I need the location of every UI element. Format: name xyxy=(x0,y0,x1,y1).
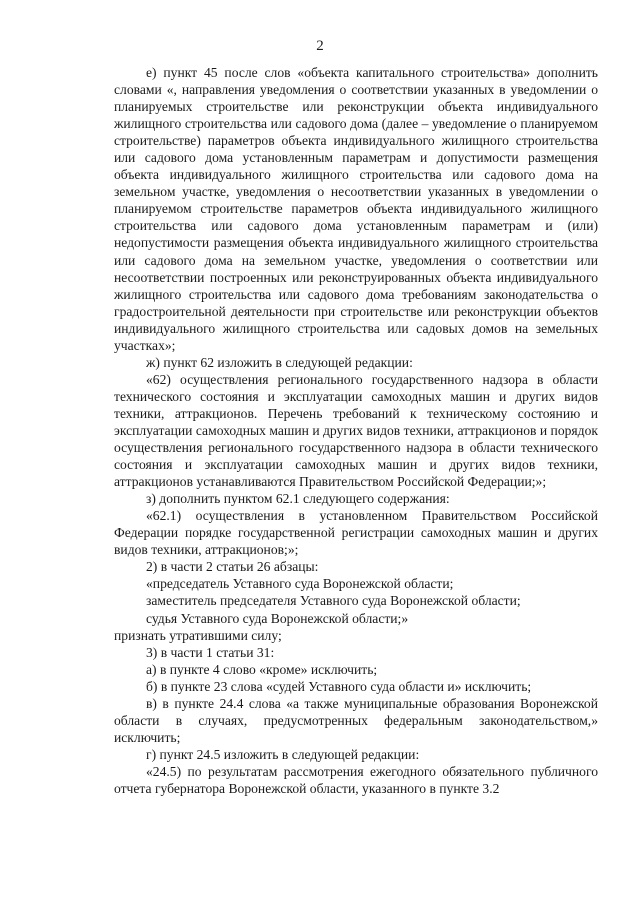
paragraph-p24_5: «24.5) по результатам рассмотрения ежегодного обязательного публичного отчета губернатора Воронежской области, указанного в пункте 3.2 xyxy=(114,763,598,796)
paragraph-p62: «62) осуществления регионального государственного надзора в области технического состояния и эксплуатации самоходных машин и других видов техники, аттракционов. Перечень требований к техническому состоянию и эксплуатации самоходных машин и других видов техники, аттракционов и порядок осуществления регионального государственного надзора в области технического состояния и эксплуатации самоходных машин и других видов техники, аттракционов устанавливаются Правительством Российской Федерации;»; xyxy=(114,371,598,490)
paragraph-a: а) в пункте 4 слово «кроме» исключить; xyxy=(146,661,378,677)
document-body xyxy=(114,64,598,797)
paragraph-g: г) пункт 24.5 изложить в следующей редакции: xyxy=(146,746,420,762)
paragraph-s3: 3) в части 1 статьи 31: xyxy=(146,644,275,660)
paragraph-void: признать утратившими силу; xyxy=(114,627,282,643)
page-number: 2 xyxy=(316,38,324,54)
paragraph-z: з) дополнить пунктом 62.1 следующего содержания: xyxy=(146,491,450,507)
paragraph-q1: «председатель Уставного суда Воронежской области; xyxy=(146,576,454,592)
paragraph-q2: заместитель председателя Уставного суда Воронежской области; xyxy=(146,593,521,609)
paragraph-s2: 2) в части 2 статьи 26 абзацы: xyxy=(146,559,319,575)
paragraph-zh: ж) пункт 62 изложить в следующей редакции: xyxy=(146,354,413,370)
paragraph-p62_1: «62.1) осуществления в установленном Правительством Российской Федерации порядке государственной регистрации самоходных машин и других видов техники, аттракционов;»; xyxy=(114,508,598,558)
paragraph-b: б) в пункте 23 слова «судей Уставного суда области и» исключить; xyxy=(146,678,532,694)
paragraph-e: е) пункт 45 после слов «объекта капитального строительства» дополнить словами «, направления уведомления о соответствии указанных в уведомлении о планируемых строительстве или реконструкции объекта индивидуального жилищного строительства или садового дома (далее – уведомление о планируемом строительстве) параметров объекта индивидуального жилищного строительства или садового дома установленным параметрам и допустимости размещения объекта индивидуального жилищного строительства или садового дома на земельном участке, уведомления о несоответствии указанных в уведомлении о планируемом строительстве параметров объекта индивидуального жилищного строительства или садового дома установленным параметрам и (или) недопустимости размещения объекта индивидуального жилищного строительства или садового дома на земельном участке, уведомления о соответствии или несоответствии построенных или реконструированных объекта индивидуального жилищного строительства или садового дома требованиям законодательства о градостроительной деятельности при строительстве или реконструкции объектов индивидуального жилищного строительства или садовых домов на земельных участках»; xyxy=(114,65,598,353)
paragraph-q3: судья Уставного суда Воронежской области;» xyxy=(146,610,409,626)
paragraph-v: в) в пункте 24.4 слова «а также муниципальные образования Воронежской области в случаях, предусмотренных федеральным законодательством,» исключить; xyxy=(114,695,598,745)
